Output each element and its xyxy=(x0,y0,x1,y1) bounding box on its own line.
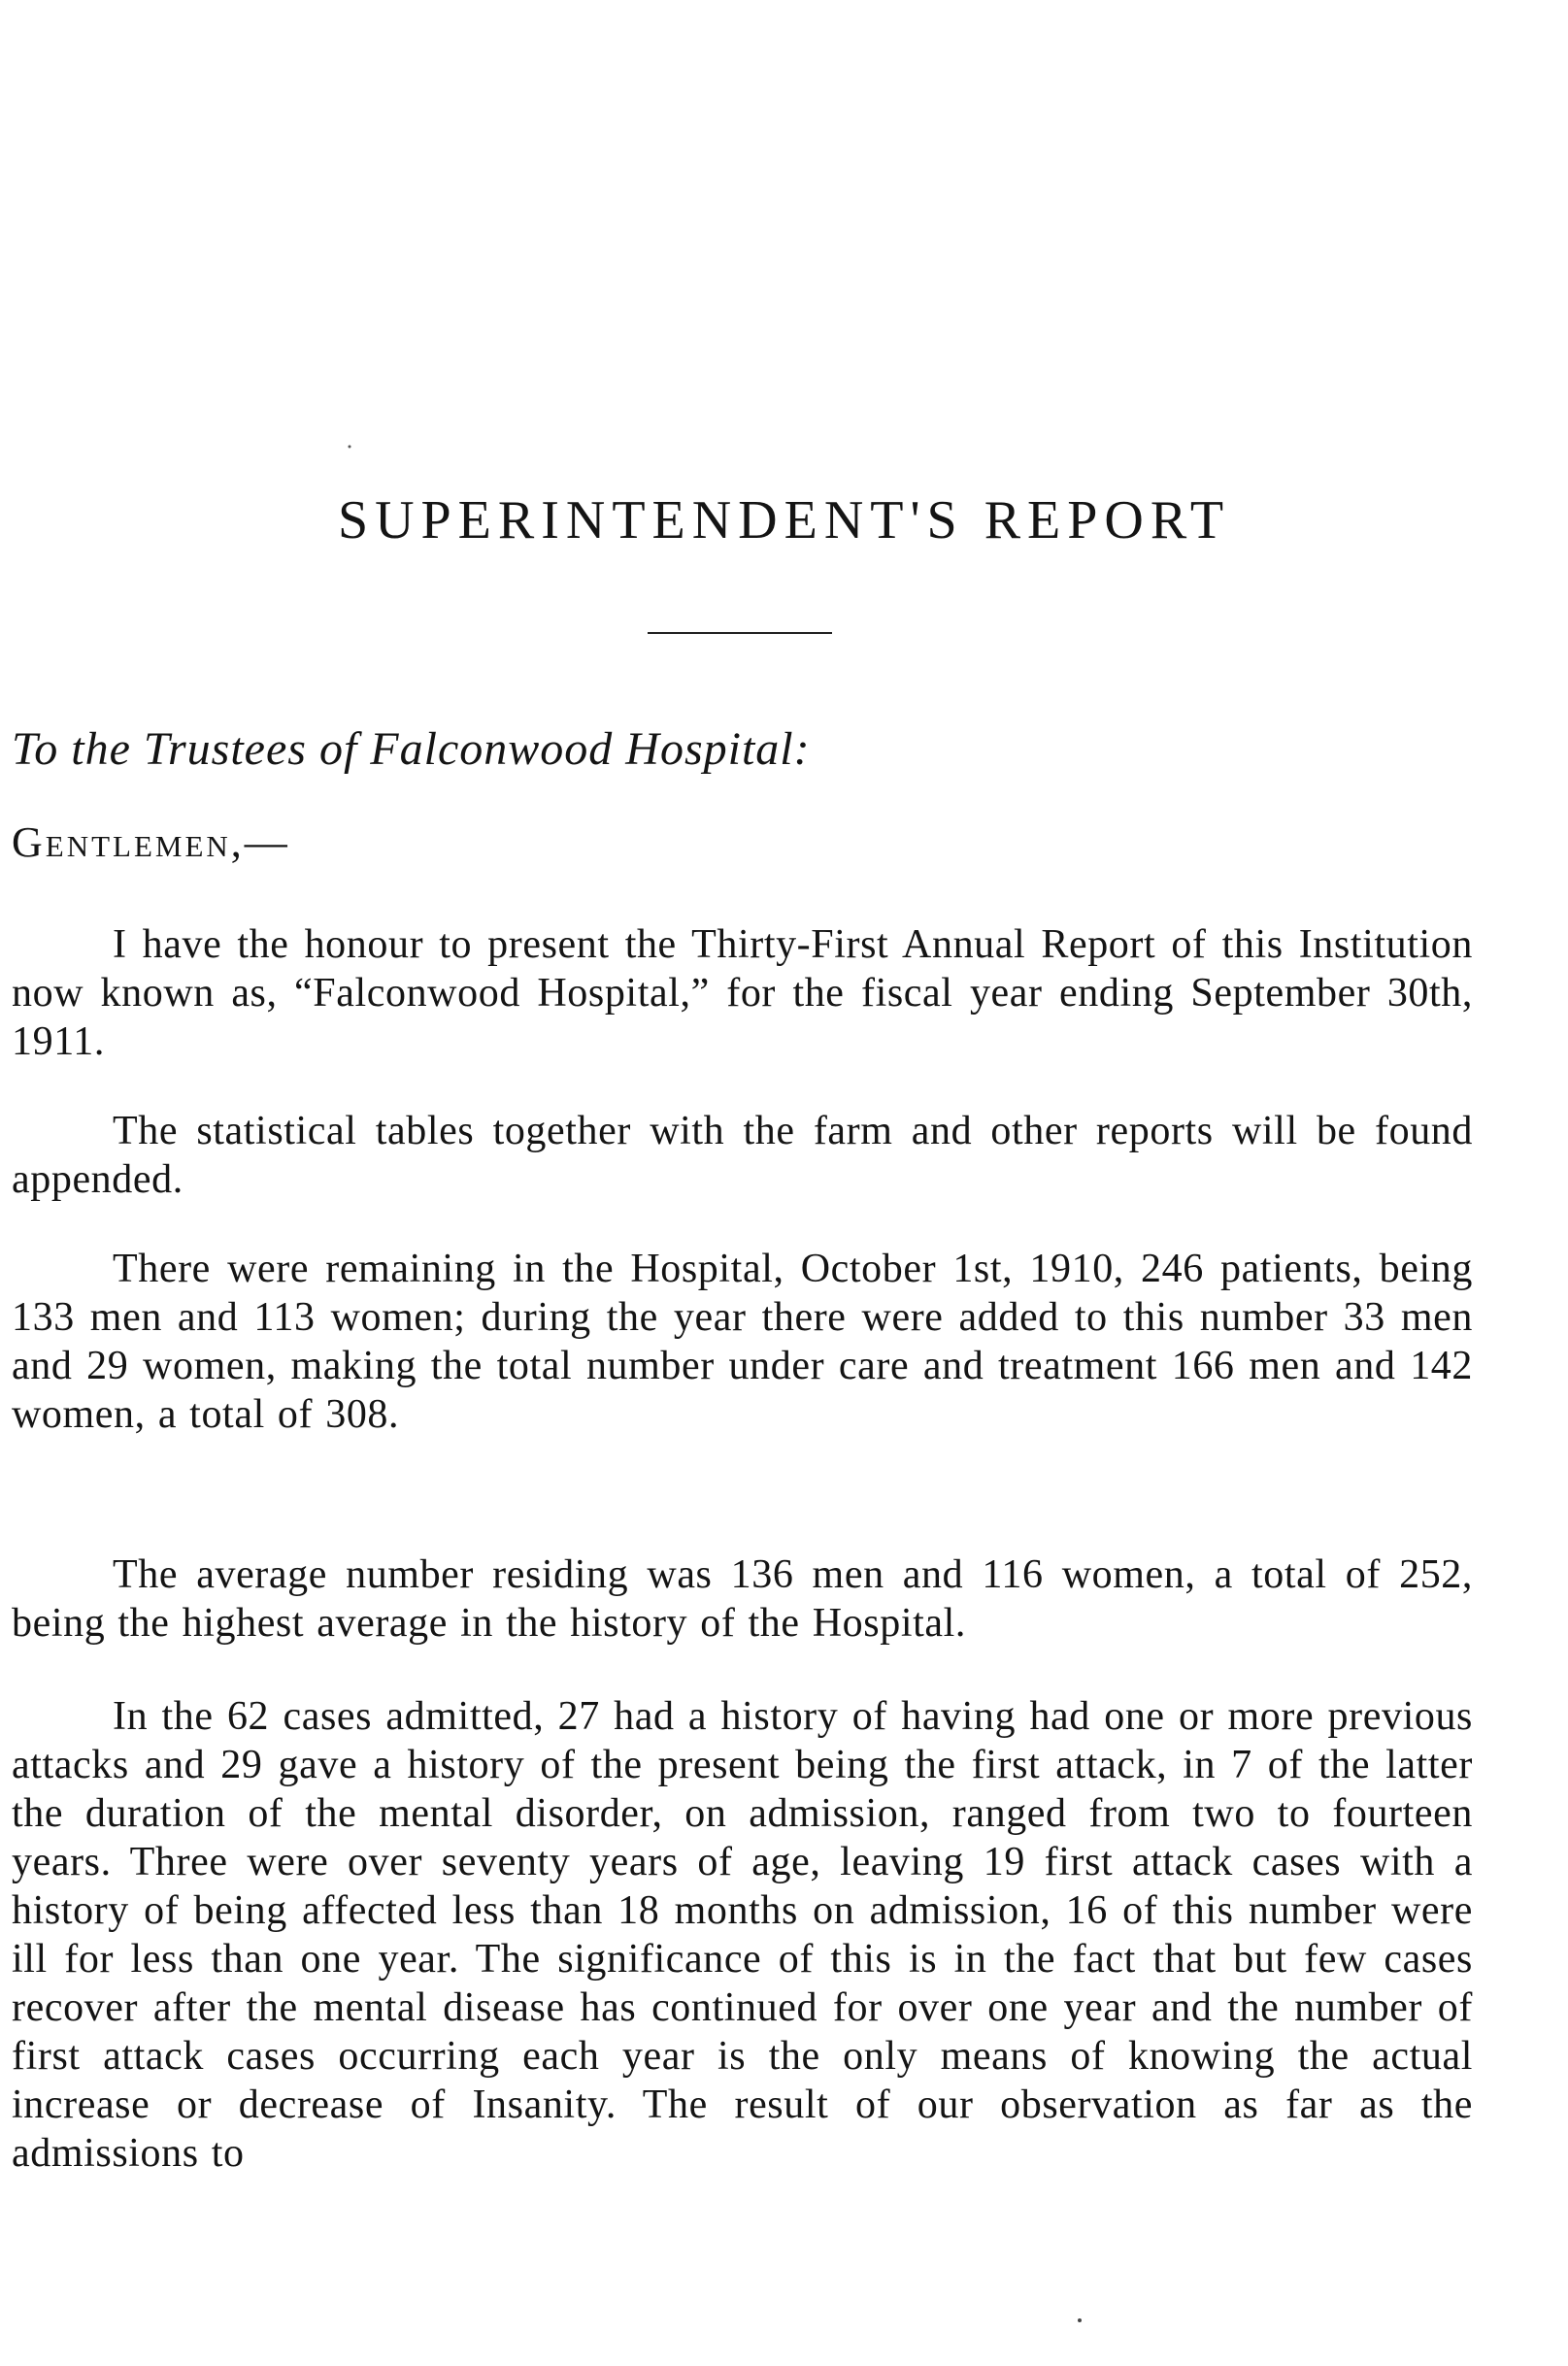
paragraph-average-residing: The average number residing was 136 men and 116 women, a total of 252, being the highest average in the history of the Hospital. xyxy=(12,1552,1473,1646)
paragraph-cases-admitted: In the 62 cases admitted, 27 had a history of having had one or more previous attacks and 29 gave a history of the present being the first attack, in 7 of the latter the duration of the mental disorder, on admission, ranged from two to fourteen years. Three were over seventy years of age, leaving 19 first attack cases with a history of being affected less than 18 months on admission, 16 of this number were ill for less than one year. The significance of this is in the fact that but few cases recover after the mental disease has continued for over one year and the number of first attack cases occurring each year is the only means of knowing the actual increase or decrease of Insanity. The result of our observation as far as the admissions to xyxy=(12,1694,1473,2176)
salutation-addressee: To the Trustees of Falconwood Hospital: xyxy=(12,723,811,775)
paragraph-patients-remaining: There were remaining in the Hospital, October 1st, 1910, 246 patients, being 133 men and 113 women; during the year there were added to this number 33 men and 29 women, making the total number under care and treatment 166 men and 142 women, a total of 308. xyxy=(12,1247,1473,1437)
title-divider xyxy=(648,632,832,634)
salutation-greeting: Gentlemen,— xyxy=(12,818,290,866)
paragraph-tables-appended: The statistical tables together with the farm and other reports will be found appended. xyxy=(12,1109,1473,1202)
paragraph-report-intro: I have the honour to present the Thirty-First Annual Report of this Institution now known as, “Falconwood Hospital,” for the fiscal year ending September 30th, 1911. xyxy=(12,922,1473,1064)
page-title: SUPERINTENDENT'S REPORT xyxy=(337,490,1231,550)
